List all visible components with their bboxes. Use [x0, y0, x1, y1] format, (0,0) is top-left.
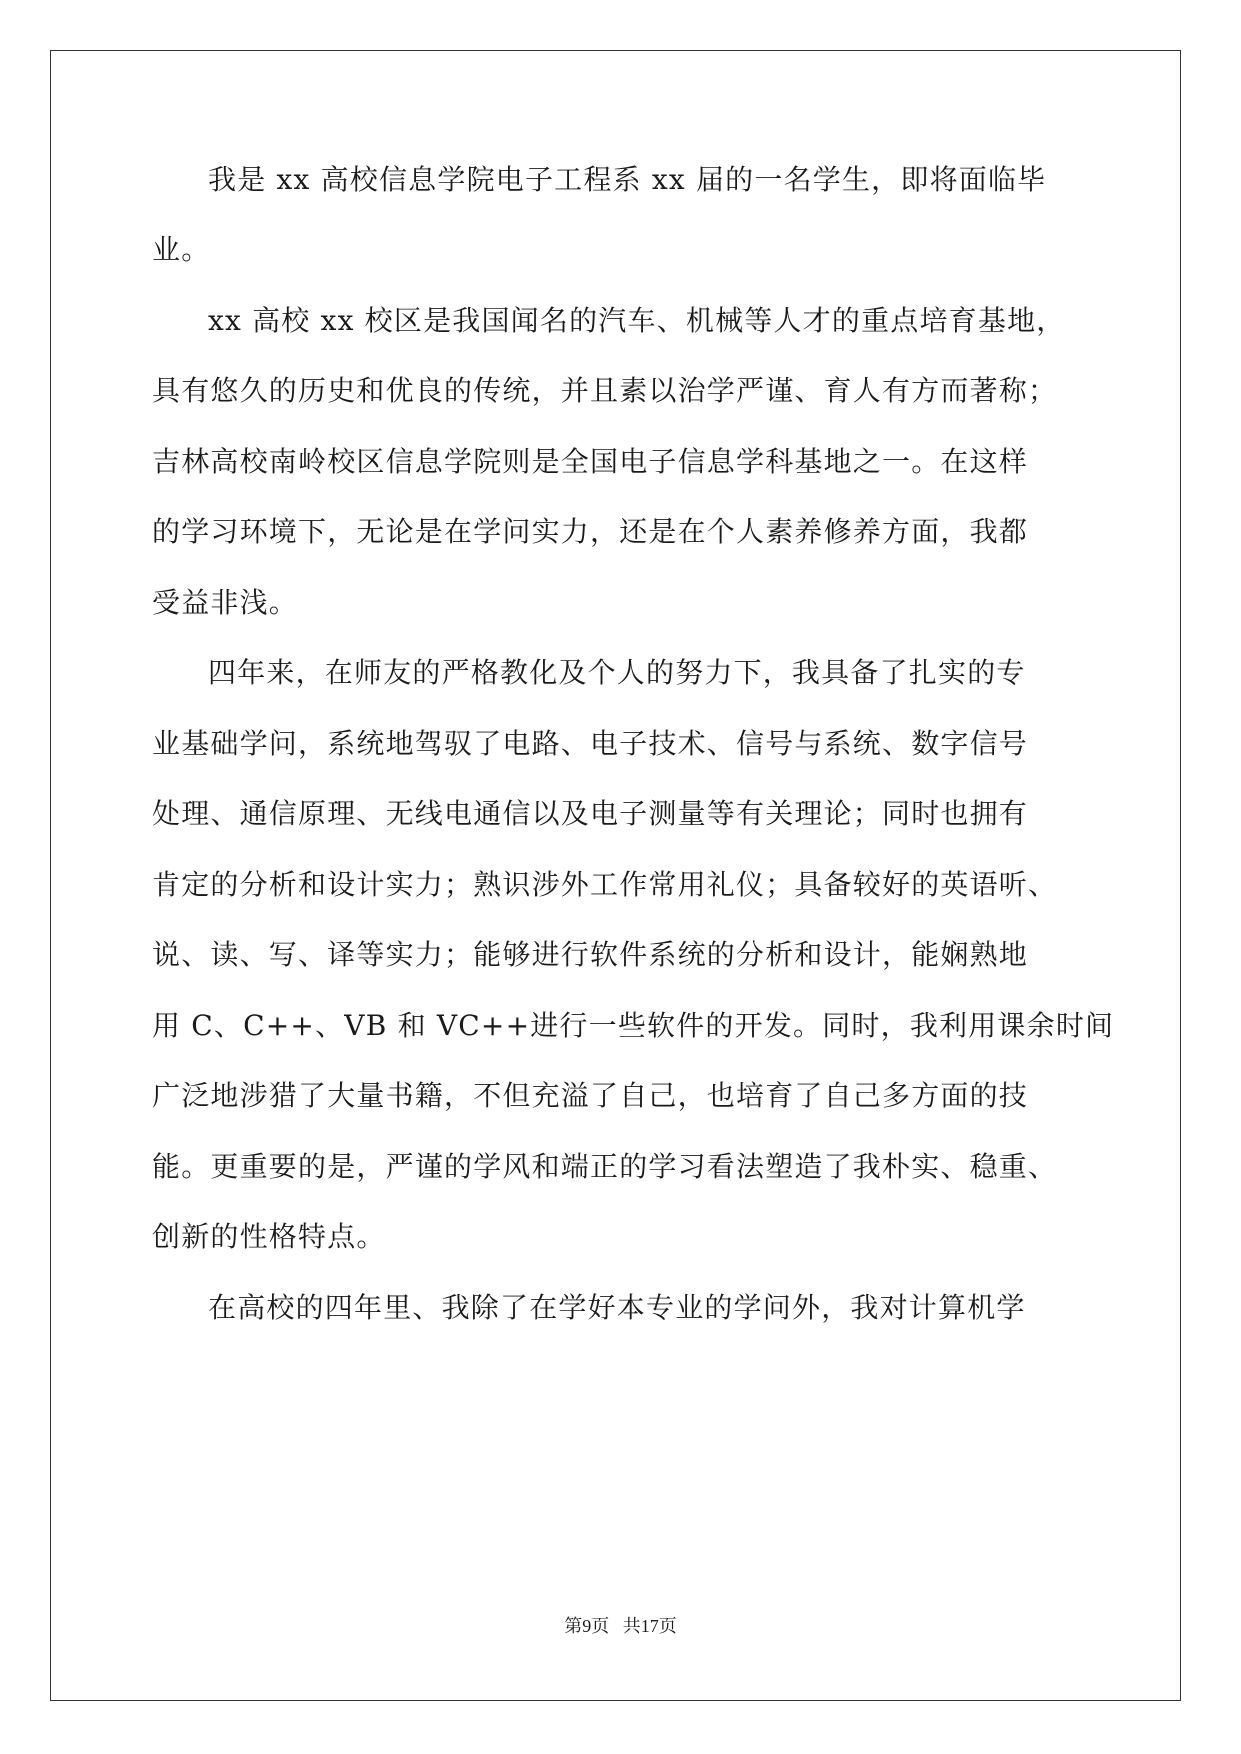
paragraph-2-line-4: 的学习环境下，无论是在学问实力，还是在个人素养修养方面，我都 — [152, 515, 1029, 548]
paragraph-4-line-1: 在高校的四年里、我除了在学好本专业的学问外，我对计算机学 — [208, 1291, 1026, 1324]
total-pages-number: 17 — [640, 1616, 659, 1636]
footer-mid: 页 共 — [591, 1616, 641, 1636]
paragraph-3-line-8: 能。更重要的是，严谨的学风和端正的学习看法塑造了我朴实、稳重、 — [152, 1150, 1058, 1183]
paragraph-3-line-6: 用 C、C++、VB 和 VC++进行一些软件的开发。同时，我利用课余时间 — [152, 1009, 1115, 1042]
paragraph-3-line-3: 处理、通信原理、无线电通信以及电子测量等有关理论；同时也拥有 — [152, 797, 1029, 830]
paragraph-1-line-2: 业。 — [152, 233, 211, 266]
paragraph-2-line-2: 具有悠久的历史和优良的传统，并且素以治学严谨、育人有方而著称； — [152, 374, 1058, 407]
footer-suffix: 页 — [658, 1616, 677, 1636]
paragraph-2-line-5: 受益非浅。 — [152, 586, 299, 619]
footer-prefix: 第 — [564, 1616, 583, 1636]
paragraph-2-line-3: 吉林高校南岭校区信息学院则是全国电子信息学科基地之一。在这样 — [152, 445, 1029, 478]
paragraph-3-line-9: 创新的性格特点。 — [152, 1220, 386, 1253]
paragraph-2-line-1: xx 高校 xx 校区是我国闻名的汽车、机械等人才的重点培育基地， — [208, 304, 1066, 337]
page-footer — [0, 1614, 1241, 1638]
paragraph-3-line-4: 肯定的分析和设计实力；熟识涉外工作常用礼仪；具备较好的英语听、 — [152, 868, 1058, 901]
paragraph-3-line-2: 业基础学问，系统地驾驭了电路、电子技术、信号与系统、数字信号 — [152, 727, 1029, 760]
paragraph-1-line-1: 我是 xx 高校信息学院电子工程系 xx 届的一名学生，即将面临毕 — [208, 163, 1047, 196]
paragraph-3-line-7: 广泛地涉猎了大量书籍，不但充溢了自己，也培育了自己多方面的技 — [152, 1079, 1029, 1112]
paragraph-3-line-1: 四年来，在师友的严格教化及个人的努力下，我具备了扎实的专 — [208, 656, 1026, 689]
paragraph-3-line-5: 说、读、写、译等实力；能够进行软件系统的分析和设计，能娴熟地 — [152, 938, 1029, 971]
current-page-number: 9 — [582, 1616, 592, 1636]
